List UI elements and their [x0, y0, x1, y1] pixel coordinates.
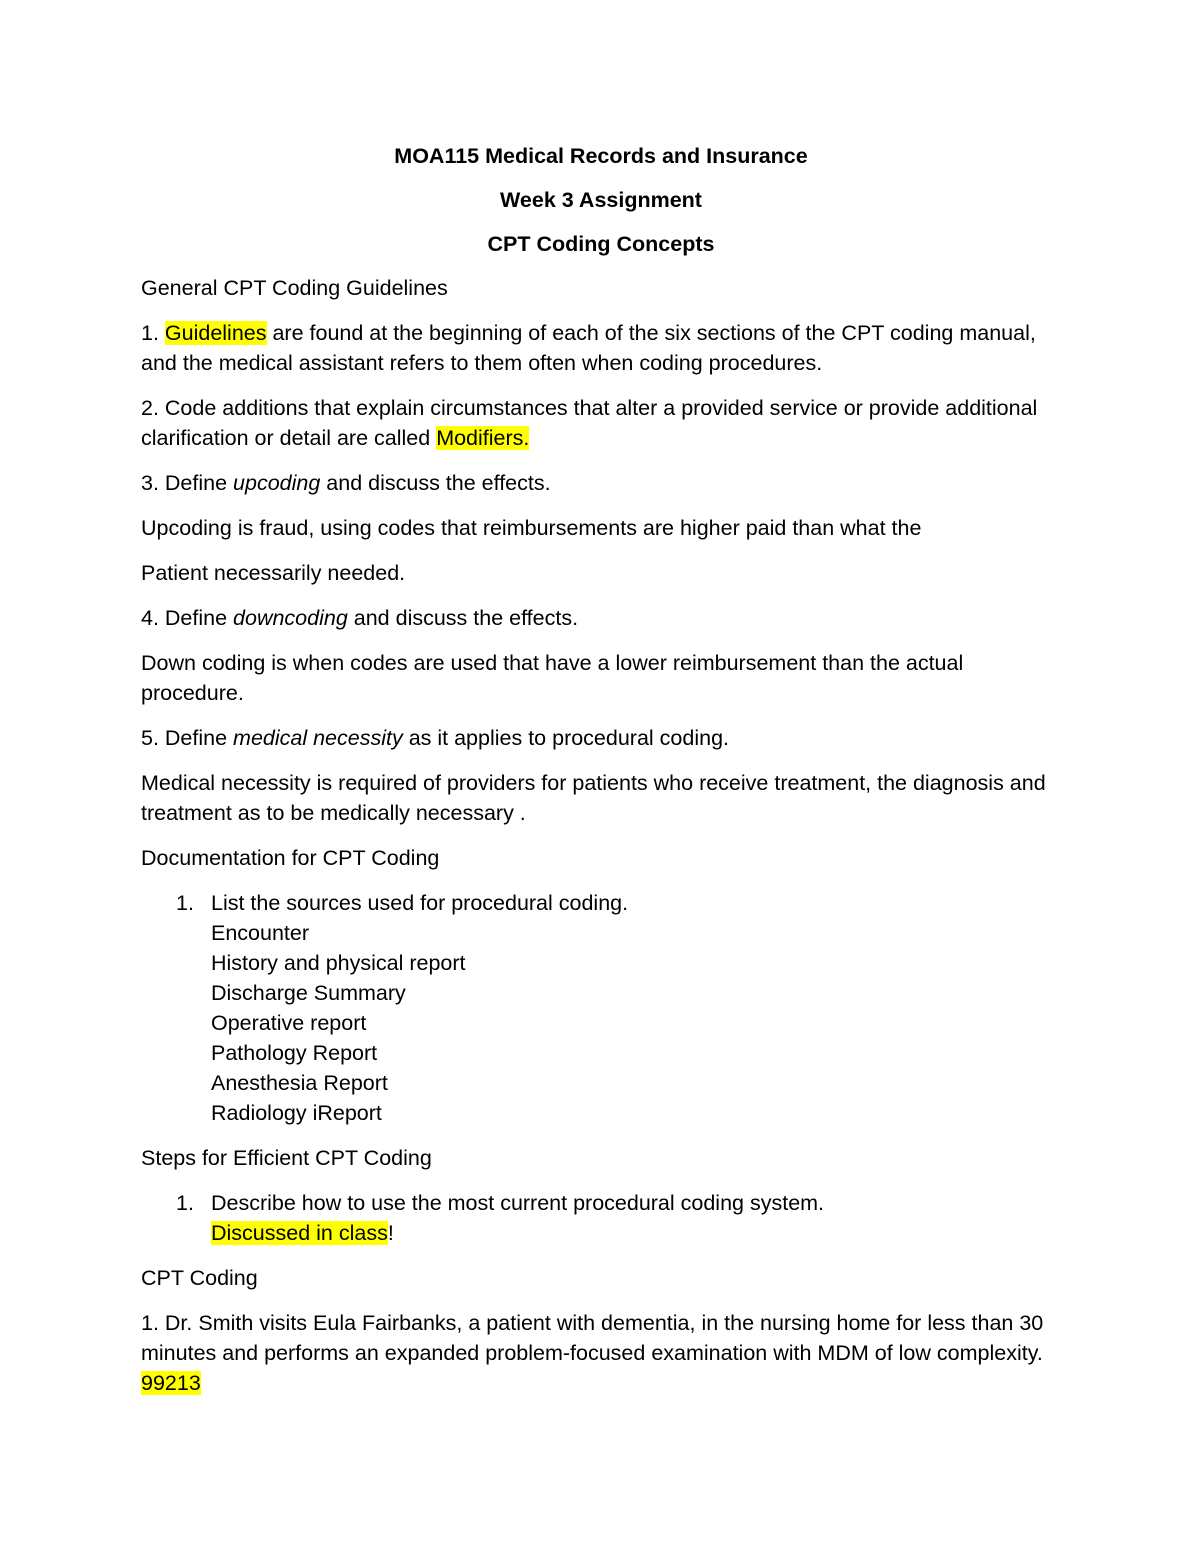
question-5 [141, 723, 1061, 753]
answer-modifiers: Modifiers. [436, 426, 530, 450]
source-item: Pathology Report [211, 1041, 378, 1065]
term-upcoding: upcoding [233, 471, 321, 495]
source-item: Encounter [211, 921, 310, 945]
question-4-suffix: and discuss the effects. [347, 606, 579, 630]
question-5-suffix: as it applies to procedural coding. [402, 726, 729, 750]
answer-3-line-1: Upcoding is fraud, using codes that reimbursements are higher paid than what the [141, 516, 922, 540]
source-item: Discharge Summary [211, 981, 406, 1005]
question-3-prefix: 3. Define [141, 471, 234, 495]
section-heading-cpt: CPT Coding [141, 1266, 258, 1290]
answer-3-line-2: Patient necessarily needed. [141, 561, 406, 585]
question-1-text: are found at the beginning of each of the six sections of the CPT coding manual, and the medical assistant refers to them often when coding procedures. [141, 321, 1036, 375]
answer-5: Medical necessity is required of providers for patients who receive treatment, the diagnosis and treatment as to be medically necessary . [141, 771, 1046, 825]
list-item-question: List the sources used for procedural coding. [211, 891, 629, 915]
question-2-text: 2. Code additions that explain circumstances that alter a provided service or provide additional clarification or detail are called [141, 396, 1038, 450]
question-3-suffix: and discuss the effects. [320, 471, 551, 495]
list-item-question: Describe how to use the most current procedural coding system. [211, 1191, 825, 1215]
question-1 [141, 318, 1061, 378]
answer-guidelines: Guidelines [164, 321, 267, 345]
term-medical-necessity: medical necessity [233, 726, 403, 750]
topic-title: CPT Coding Concepts [487, 232, 715, 256]
answer-code: 99213 [141, 1371, 201, 1395]
list-item-number: 1. [176, 891, 194, 915]
source-item: Radiology iReport [211, 1101, 382, 1125]
question-3 [141, 468, 1061, 498]
term-downcoding: downcoding [233, 606, 348, 630]
question-5-prefix: 5. Define [141, 726, 234, 750]
document-body [141, 141, 1061, 1413]
list-item [141, 1188, 1061, 1248]
list-item [141, 888, 1061, 1128]
assignment-title: Week 3 Assignment [500, 188, 702, 212]
source-item: Operative report [211, 1011, 367, 1035]
steps-answer-line [211, 1218, 1061, 1248]
steps-list [141, 1188, 1061, 1248]
question-4-prefix: 4. Define [141, 606, 234, 630]
source-item: Anesthesia Report [211, 1071, 388, 1095]
source-item: History and physical report [211, 951, 466, 975]
answer-4: Down coding is when codes are used that have a lower reimbursement than the actual procedure. [141, 651, 964, 705]
list-item-number: 1. [176, 1191, 194, 1215]
section-heading-steps: Steps for Efficient CPT Coding [141, 1146, 432, 1170]
documentation-list [141, 888, 1061, 1128]
answer-discussed: Discussed in class [211, 1221, 388, 1245]
answer-discussed-suffix: ! [387, 1221, 394, 1245]
cpt-question-1 [141, 1308, 1061, 1398]
cpt-question-1-text: 1. Dr. Smith visits Eula Fairbanks, a patient with dementia, in the nursing home for less than 30 minutes and performs an expanded problem-focused examination with MDM of low complexity. [141, 1311, 1044, 1365]
section-heading-general: General CPT Coding Guidelines [141, 276, 448, 300]
course-title: MOA115 Medical Records and Insurance [394, 144, 808, 168]
question-4 [141, 603, 1061, 633]
question-1-prefix: 1. [141, 321, 165, 345]
question-2 [141, 393, 1061, 453]
section-heading-documentation: Documentation for CPT Coding [141, 846, 440, 870]
